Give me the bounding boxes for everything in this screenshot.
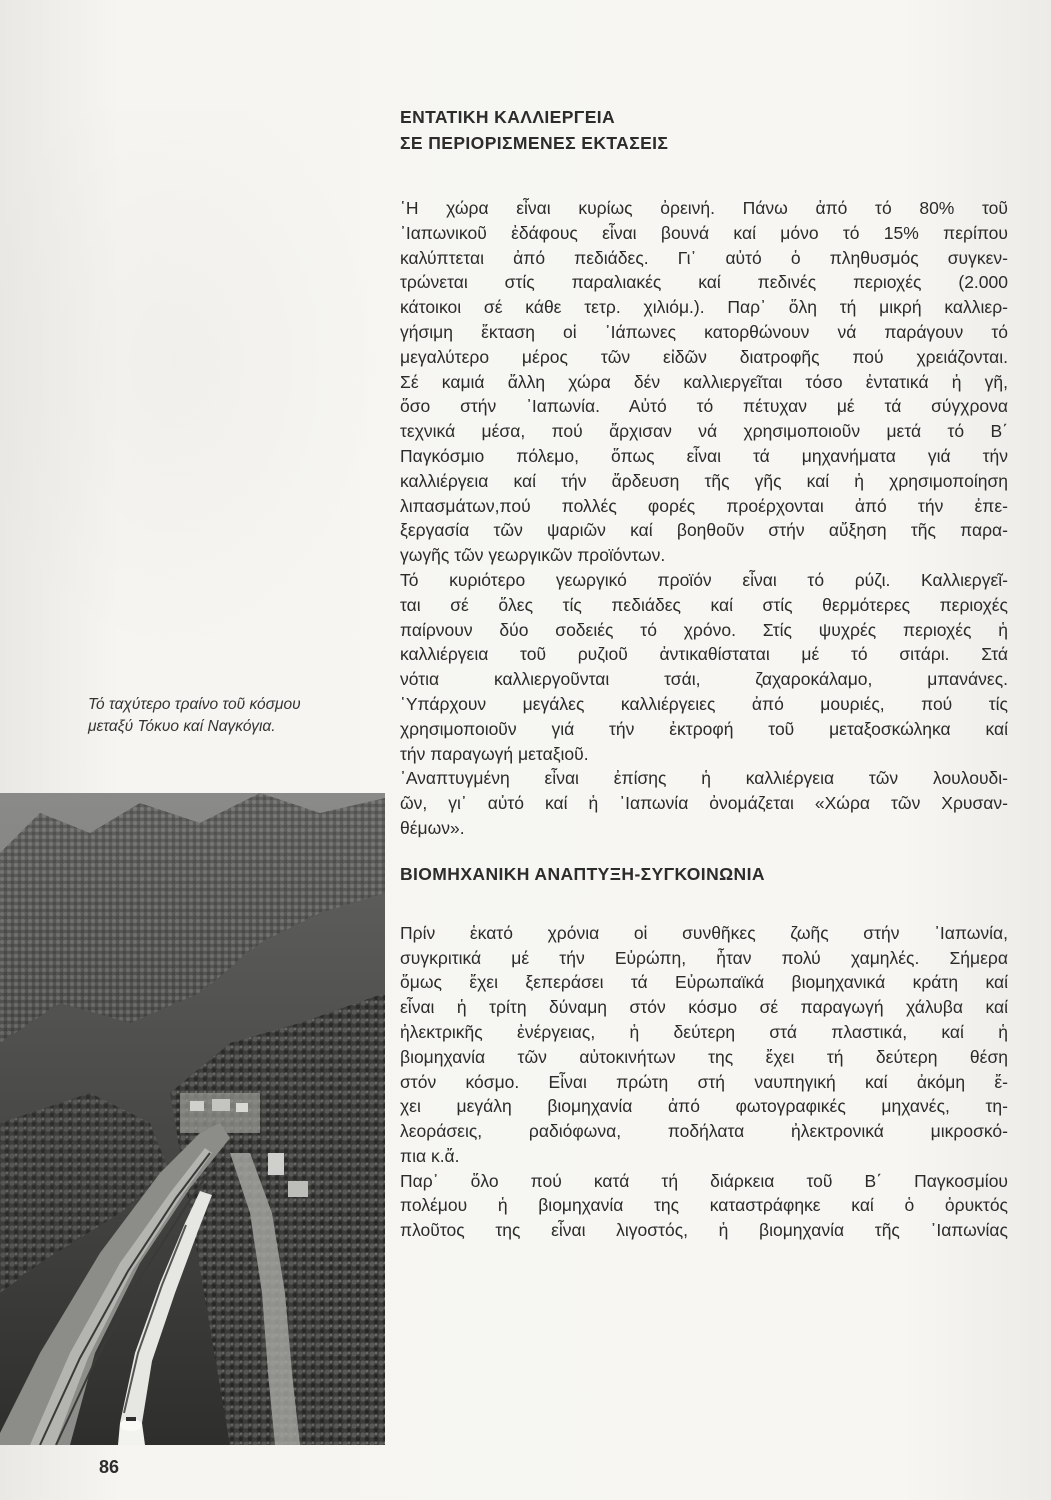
caption-line: μεταξύ Τόκυο καί Ναγκόγια. <box>88 718 276 735</box>
paragraph-land <box>400 196 1008 568</box>
text-line: ῶν, γι᾿ αὐτό καί ἡ ᾿Ιαπωνία ὀνομάζεται «Χώρα τῶν Χρυσαν- <box>400 793 1008 814</box>
text-line: τήν παραγωγή μεταξιοῦ. <box>400 743 589 764</box>
text-line: ῾Υπάρχουν μεγάλες καλλιέργειες ἀπό μουριές, πού τίς <box>400 693 1008 714</box>
faded-bleedthrough-area <box>0 110 390 670</box>
photo-caption <box>88 694 378 738</box>
page-number: 86 <box>99 1457 120 1477</box>
text-line: συγκριτικά μέ τήν Εὐρώπη, ἦταν πολύ χαμηλές. Σήμερα <box>400 947 1008 968</box>
text-line: Τό κυριότερο γεωργικό προϊόν εἶναι τό ρύζι. Καλλιεργεῖ- <box>400 569 1008 590</box>
text-line: καλλιέργεια τοῦ ρυζιοῦ ἀντικαθίσταται μέ τό σιτάρι. Στά <box>400 644 1008 665</box>
paragraph-postwar <box>400 1169 1008 1243</box>
text-line: τεχνικά μέσα, πού ἄρχισαν νά χρησιμοποιοῦν μετά τό Β΄ <box>400 421 1008 442</box>
text-line: γήσιμη ἔκταση οἱ ᾿Ιάπωνες κατορθώνουν νά παράγουν τό <box>400 321 1008 342</box>
text-line: Πρίν ἑκατό χρόνια οἱ συνθῆκες ζωῆς στήν ᾿Ιαπωνία, <box>400 922 1008 943</box>
text-line: τρώνεται στίς παραλιακές καί πεδινές περιοχές (2.000 <box>400 272 1008 293</box>
text-line: πια κ.ἄ. <box>400 1145 460 1166</box>
text-line: χρησιμοποιοῦν γιά τήν ἐκτροφή τοῦ μεταξοσκώληκα καί <box>400 718 1008 739</box>
caption-line: Τό ταχύτερο τραίνο τοῦ κόσμου <box>88 696 301 713</box>
paragraph-flowers <box>400 766 1008 840</box>
paragraph-industry <box>400 921 1008 1169</box>
text-line: ῾Η χώρα εἶναι κυρίως ὀρεινή. Πάνω ἀπό τό 80% τοῦ <box>400 198 1008 218</box>
text-line: Παρ᾿ ὅλο πού κατά τή διάρκεια τοῦ Β΄ Παγκοσμίου <box>400 1170 1008 1191</box>
text-line: ἠλεκτρικῆς ἐνέργειας, ἡ δεύτερη στά πλαστικά, καί ἡ <box>400 1021 1008 1042</box>
text-line: ᾿Ιαπωνικοῦ ἐδάφους εἶναι βουνά καί μόνο τό 15% περίπου <box>400 222 1008 243</box>
text-line: εἶναι ἡ τρίτη δύναμη στόν κόσμο σέ παραγωγή χάλυβα καί <box>400 997 1008 1018</box>
text-line: θέμων». <box>400 817 465 838</box>
text-line: λιπασμάτων,πού πολλές φορές προέρχονται ἀπό τήν ἐπε- <box>400 495 1008 516</box>
text-line: γωγῆς τῶν γεωργικῶν προϊόντων. <box>400 545 666 566</box>
text-line: Σέ καμιά ἄλλη χώρα δέν καλλιεργεῖται τόσο ἐντατικά ἡ γῆ, <box>400 371 1008 392</box>
text-line: χει μεγάλη βιομηχανία ἀπό φωτογραφικές μηχανές, τη- <box>400 1096 1008 1117</box>
text-line: παίρνουν δύο σοδειές τό χρόνο. Στίς ψυχρές περιοχές ἡ <box>400 619 1008 640</box>
heading-line: ΣΕ ΠΕΡΙΟΡΙΣΜΕΝΕΣ ΕΚΤΑΣΕΙΣ <box>400 133 669 153</box>
text-line: ὅμως ἔχει ξεπεράσει τά Εὐρωπαϊκά βιομηχανικά κράτη καί <box>400 972 1008 993</box>
heading-line: ΕΝΤΑΤΙΚΗ ΚΑΛΛΙΕΡΓΕΙΑ <box>400 107 616 127</box>
text-line: ξεργασία τῶν ψαριῶν καί βοηθοῦν στήν αὔξηση τῆς παρα- <box>400 520 1008 541</box>
main-text-column <box>400 104 1008 1243</box>
paragraph-rice <box>400 568 1008 766</box>
text-line: καλύπτεται ἀπό πεδιάδες. Γι᾿ αὐτό ὁ πληθυσμός συγκεν- <box>400 247 1008 268</box>
section-heading-industrial-development: ΒΙΟΜΗΧΑΝΙΚΗ ΑΝΑΠΤΥΞΗ-ΣΥΓΚΟΙΝΩΝΙΑ <box>400 863 765 884</box>
text-line: μεγαλύτερο μέρος τῶν εἰδῶν διατροφῆς πού χρειάζονται. <box>400 346 1008 367</box>
text-line: ᾿Αναπτυγμένη εἶναι ἐπίσης ἡ καλλιέργεια τῶν λουλουδι- <box>400 768 1008 789</box>
text-line: πλοῦτος της εἶναι λιγοστός, ἡ βιομηχανία τῆς ᾿Ιαπωνίας <box>400 1220 1008 1241</box>
text-line: καλλιέργεια καί τήν ἄρδευση τῆς γῆς καί ἡ χρησιμοποίηση <box>400 470 1008 491</box>
text-line: νότια καλλιεργοῦνται τσάι, ζαχαροκάλαμο, μπανάνες. <box>400 669 1008 690</box>
section-heading-intensive-cultivation <box>400 104 1008 156</box>
train-landscape-photo <box>0 793 385 1445</box>
text-line: στόν κόσμο. Εἶναι πρώτη στή ναυπηγική καί ἀκόμη ἔ- <box>400 1071 1008 1092</box>
text-line: ται σέ ὅλες τίς πεδιάδες καί στίς θερμότερες περιοχές <box>400 594 1008 615</box>
text-line: κάτοικοι σέ κάθε τετρ. χιλιόμ.). Παρ᾿ ὅλη τή μικρή καλλιερ- <box>400 297 1008 318</box>
text-line: πολέμου ἡ βιομηχανία της καταστράφηκε καί ὁ ὀρυκτός <box>400 1195 1008 1216</box>
text-line: βιομηχανία τῶν αὐτοκινήτων της ἔχει τή δεύτερη θέση <box>400 1046 1008 1067</box>
text-line: Παγκόσμιο πόλεμο, ὅπως εἶναι τά μηχανήματα γιά τήν <box>400 445 1008 466</box>
text-line: ὅσο στήν ᾿Ιαπωνία. Αὐτό τό πέτυχαν μέ τά σύγχρονα <box>400 396 1008 417</box>
text-line: λεοράσεις, ραδιόφωνα, ποδήλατα ἠλεκτρονικά μικροσκό- <box>400 1121 1008 1142</box>
